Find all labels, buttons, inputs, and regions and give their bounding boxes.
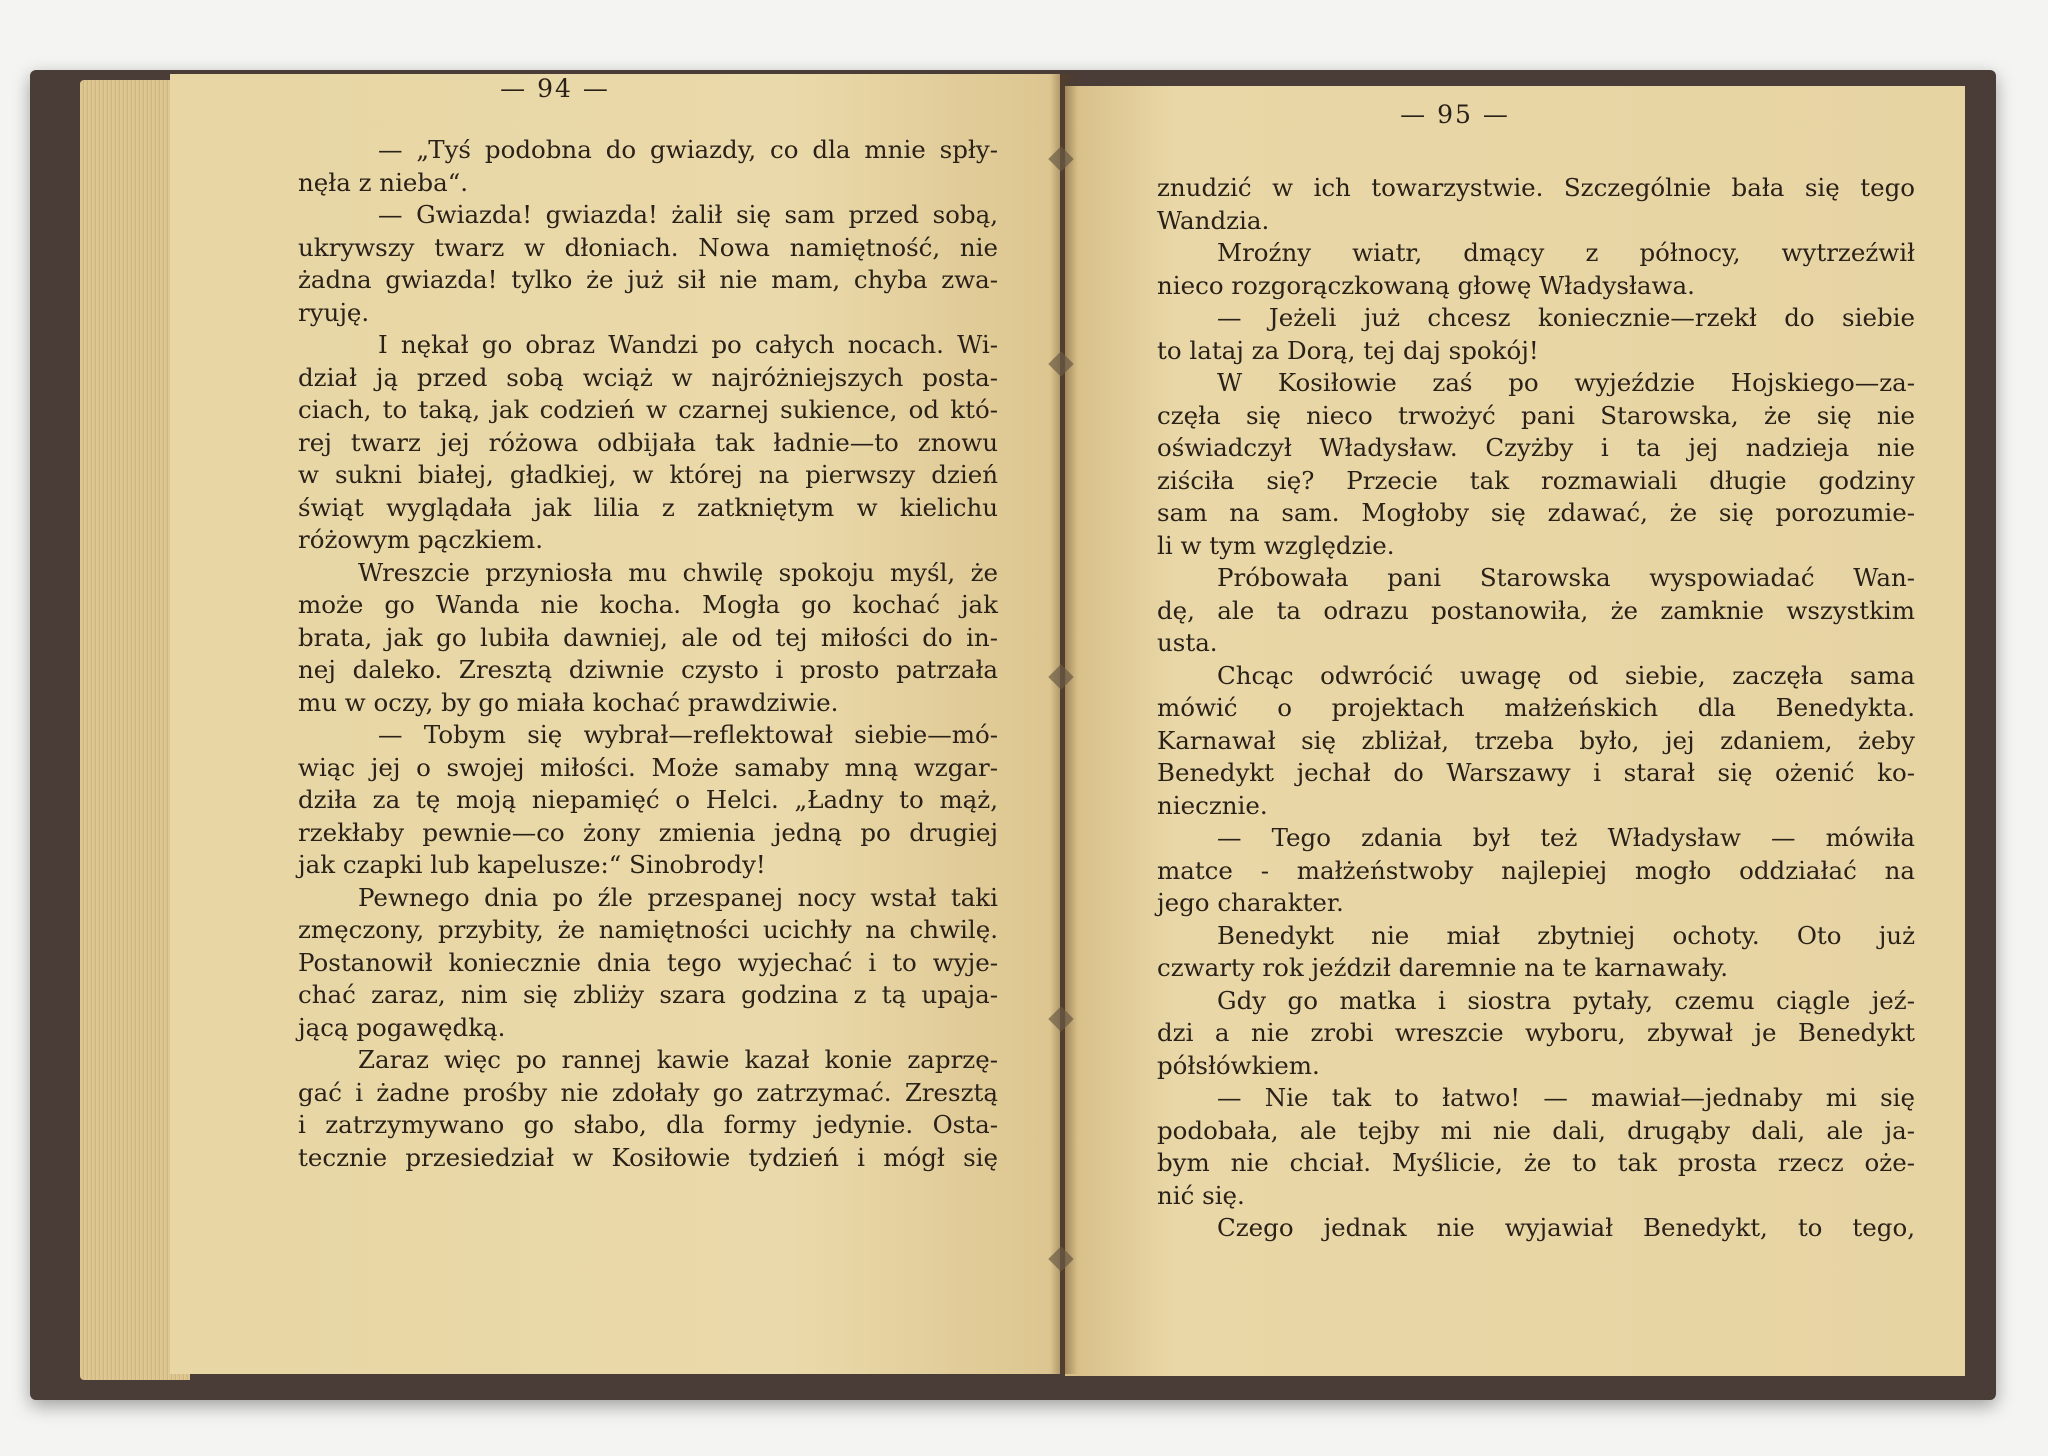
text-line: gać i żadne prośby nie zdołały go zatrzymać. Zresztą <box>298 1077 998 1107</box>
text-line: jak czapki lub kapelusze:“ Sinobrody! <box>298 850 766 879</box>
text-line: ciach, to taką, jak codzień w czarnej sukience, od któ- <box>298 395 998 424</box>
text-line: wiąc jej o swojej miłości. Może samaby mną wzgar- <box>298 752 998 782</box>
right-page-text <box>1157 172 1915 1245</box>
text-line: rej twarz jej różowa odbijała tak ładnie—to znowu <box>298 427 998 457</box>
text-line: rzekłaby pewnie—co żony zmienia jedną po drugiej <box>298 817 998 847</box>
text-line: Wandzia. <box>1157 205 1270 235</box>
text-line: — „Tyś podobna do gwiazdy, co dla mnie spły- <box>378 135 998 164</box>
text-line: — Jeżeli już chcesz koniecznie—rzekł do siebie <box>1217 303 1915 332</box>
text-line: dziła za tę moją niepamięć o Helci. „Ładny to mąż, <box>298 785 998 814</box>
text-line: sam na sam. Mogłoby się zdawać, że się porozumie- <box>1157 498 1915 527</box>
text-line: Postanowił koniecznie dnia tego wyjechać i to wyje- <box>298 947 998 977</box>
text-line: Karnawał się zbliżał, trzeba było, jej zdaniem, żeby <box>1157 725 1915 755</box>
text-line: mówić o projektach małżeńskich dla Benedykta. <box>1157 693 1915 722</box>
text-line: Gdy go matka i siostra pytały, czemu ciągle jeź- <box>1217 985 1915 1015</box>
text-line: znudzić w ich towarzystwie. Szczególnie bała się tego <box>1157 173 1915 202</box>
text-line: oświadczył Władysław. Czyżby i ta jej nadzieja nie <box>1157 433 1915 462</box>
text-line: zmęczony, przybity, że namiętności ucichły na chwilę. <box>298 915 998 944</box>
text-line: półsłówkiem. <box>1157 1050 1320 1080</box>
text-line: świąt wyglądała jak lilia z zatkniętym w kielichu <box>298 492 998 522</box>
text-line: nej daleko. Zresztą dziwnie czysto i prosto patrzała <box>298 655 998 684</box>
text-line: nić się. <box>1157 1180 1245 1210</box>
text-line: żadna gwiazda! tylko że już sił nie mam, chyba zwa- <box>298 265 998 294</box>
text-line: różowym pączkiem. <box>298 525 544 554</box>
text-line: może go Wanda nie kocha. Mogła go kochać jak <box>298 590 998 619</box>
page-number-left: — 94 — <box>500 74 610 103</box>
text-line: bym nie chciał. Myślicie, że to tak prosta rzecz oże- <box>1157 1148 1915 1177</box>
text-line: — Gwiazda! gwiazda! żalił się sam przed sobą, <box>378 200 998 229</box>
text-line: ukrywszy twarz w dłoniach. Nowa namiętność, nie <box>298 232 998 262</box>
page-number-right: — 95 — <box>1400 100 1510 129</box>
text-line: Zaraz więc po rannej kawie kazał konie zaprzę- <box>358 1045 998 1074</box>
text-line: — Tobym się wybrał—reflektował siebie—mó- <box>378 720 998 749</box>
text-line: usta. <box>1157 628 1218 657</box>
text-line: Próbowała pani Starowska wyspowiadać Wan- <box>1217 563 1915 592</box>
text-line: Benedykt jechał do Warszawy i starał się ożenić ko- <box>1157 758 1915 787</box>
text-line: — Nie tak to łatwo! — mawiał—jednaby mi się <box>1217 1083 1915 1112</box>
text-line: jego charakter. <box>1157 888 1344 917</box>
text-line: Mroźny wiatr, dmący z północy, wytrzeźwił <box>1217 238 1915 267</box>
text-line: I nękał go obraz Wandzi po całych nocach. Wi- <box>378 330 998 359</box>
text-line: ryuję. <box>298 297 370 327</box>
text-line: brata, jak go lubiła dawniej, ale od tej miłości do in- <box>298 622 998 652</box>
text-line: niecznie. <box>1157 790 1268 820</box>
text-line: dział ją przed sobą wciąż w najróżniejszych posta- <box>298 362 998 392</box>
text-line: czwarty rok jeździł daremnie na te karnawały. <box>1157 953 1729 982</box>
book-gutter <box>1050 74 1078 1374</box>
text-line: dę, ale ta odrazu postanowiła, że zamknie wszystkim <box>1157 595 1915 625</box>
text-line: — Tego zdania był też Władysław — mówiła <box>1217 823 1915 852</box>
text-line: jącą pogawędką. <box>298 1012 506 1042</box>
text-line: nieco rozgorączkowaną głowę Władysława. <box>1157 270 1695 300</box>
text-line: dzi a nie zrobi wreszcie wyboru, zbywał je Benedykt <box>1157 1018 1915 1047</box>
text-line: mu w oczy, by go miała kochać prawdziwie. <box>298 687 839 717</box>
text-line: to lataj za Dorą, tej daj spokój! <box>1157 335 1539 365</box>
text-line: podobała, ale tejby mi nie dali, drugąby dali, ale ja- <box>1157 1115 1915 1145</box>
text-line: Wreszcie przyniosła mu chwilę spokoju myśl, że <box>358 557 998 587</box>
text-line: ziściła się? Przecie tak rozmawiali długie godziny <box>1157 465 1915 495</box>
text-line: nęła z nieba“. <box>298 167 469 197</box>
text-line: Benedykt nie miał zbytniej ochoty. Oto już <box>1217 920 1915 950</box>
text-line: Czego jednak nie wyjawiał Benedykt, to tego, <box>1217 1213 1915 1242</box>
text-line: chać zaraz, nim się zbliży szara godzina z tą upaja- <box>298 980 998 1009</box>
text-line: Pewnego dnia po źle przespanej nocy wstał taki <box>358 882 998 912</box>
text-line: w sukni białej, gładkiej, w której na pierwszy dzień <box>298 460 998 489</box>
text-line: matce - małżeństwoby najlepiej mogło oddziałać na <box>1157 855 1915 885</box>
text-line: Chcąc odwrócić uwagę od siebie, zaczęła sama <box>1217 660 1915 690</box>
text-line: W Kosiłowie zaś po wyjeździe Hojskiego—za- <box>1217 368 1915 397</box>
text-line: i zatrzymywano go słabo, dla formy jedynie. Osta- <box>298 1110 998 1139</box>
left-page-text <box>298 134 998 1174</box>
text-line: częła się nieco trwożyć pani Starowska, że się nie <box>1157 400 1915 430</box>
text-line: tecznie przesiedział w Kosiłowie tydzień i mógł się <box>298 1142 998 1172</box>
left-page <box>170 74 1060 1374</box>
text-line: li w tym względzie. <box>1157 530 1395 560</box>
right-page <box>1065 86 1965 1376</box>
